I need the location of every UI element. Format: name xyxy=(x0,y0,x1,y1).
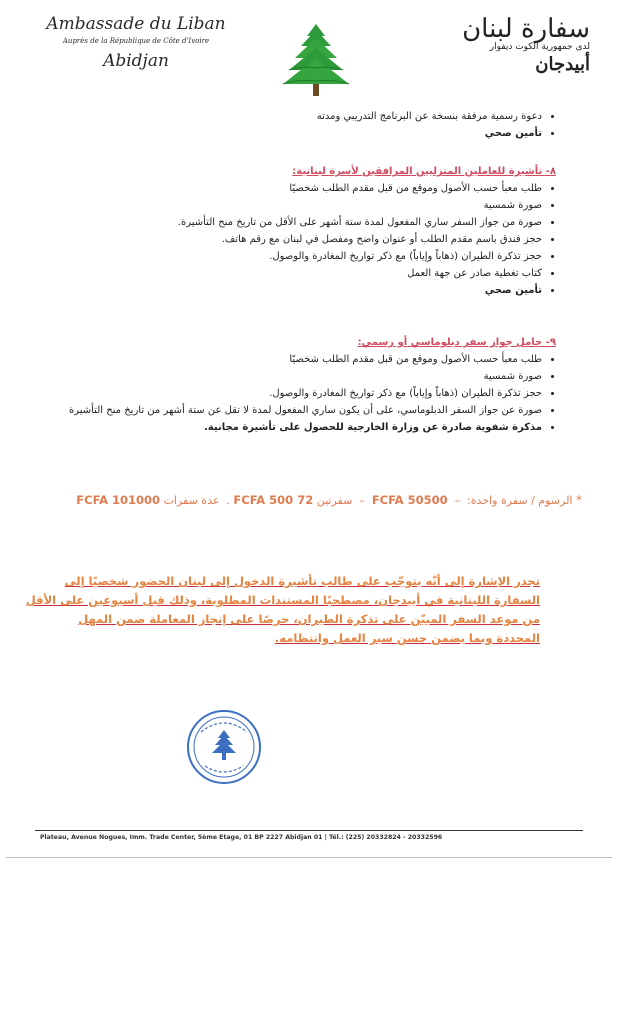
list-item: • حجز تذكرة الطيران (ذهاباً وإياباً) مع ذكر تواريخ المغادرة والوصول. xyxy=(56,385,542,402)
list-item: • حجز تذكرة الطيران (ذهاباً وإياباً) مع ذكر تواريخ المغادرة والوصول. xyxy=(56,248,542,265)
section-9 xyxy=(56,334,556,436)
embassy-name-arabic xyxy=(400,14,590,75)
list-item: • صورة من جواز السفر ساري المفعول لمدة ستة أشهر على الأقل من تاريخ منح التأشيرة. xyxy=(56,214,542,231)
notice-line1: تجدر الإشارة إلى أنّه يتوجّب على طالب تأشيرة الدخول إلى لبنان الحضور شخصيًا إلى xyxy=(64,574,540,588)
header-right-line2: لدى جمهورية الكوت ديفوار xyxy=(489,42,590,52)
list-item: • دعوة رسمية مرفقة بنسخة عن البرنامج التدريبي ومدته xyxy=(56,108,542,125)
cedar-tree-icon xyxy=(281,22,351,100)
list-item: • تأمين صحي xyxy=(56,282,542,299)
list-item: • حجز فندق باسم مقدم الطلب أو عنوان واضح ومفصل في لبنان مع رقم هاتف. xyxy=(56,231,542,248)
notice-line2: السفارة اللبنانية في أبيدجان، مصطحبًا المستندات المطلوبة، وذلك قبل أسبوعين على الأقل xyxy=(25,593,540,607)
list-item: • صورة عن جواز السفر الدبلوماسي، على أن يكون ساري المفعول لمدة لا تقل عن ستة أشهر من تاريخ منح التأشيرة xyxy=(56,402,542,419)
footer-address: Plateau, Avenue Nogues, Imm. Trade Center, 5ème Etage, 01 BP 2227 Abidjan 01 | Tél.: (225) 20332824 - 20332596 xyxy=(40,834,443,841)
section-8-title: ٨- تأشيرة للعاملين المنزليين المرافقين لأسرة لبنانية: xyxy=(292,166,556,177)
header-left-line2: Auprès de la République de Côte d'Ivoire xyxy=(62,37,210,45)
list-item: • صورة شمسية xyxy=(56,197,542,214)
fees-two-label: سفرتين xyxy=(316,494,353,507)
list-item: • كتاب تغطية صادر عن جهة العمل xyxy=(56,265,542,282)
top-items xyxy=(56,108,556,142)
embassy-name-french xyxy=(36,14,236,71)
fees-label: الرسوم / سفرة واحدة: xyxy=(467,494,573,507)
fees-two: 72 500 FCFA xyxy=(233,493,314,507)
list-item: • طلب معبأ حسب الأصول وموقع من قبل مقدم الطلب شخصيًا xyxy=(56,180,542,197)
section-9-title: ٩- حامل جواز سفر دبلوماسي أو رسمي: xyxy=(357,337,556,348)
header-right-line3: أبيدجان xyxy=(535,54,590,75)
fees-multi-label: عدة سفرات xyxy=(163,494,220,507)
notice-line3: من موعد السفر المبيّن على تذكرة الطيران، حرصًا على إنجاز المعاملة ضمن المهل xyxy=(78,612,540,626)
fees-star: * xyxy=(576,493,582,507)
notice-line4: المحددة وبما يضمن حسن سير العمل وانتظامه. xyxy=(274,631,540,645)
embassy-stamp-icon xyxy=(185,708,263,786)
list-item: • تأمين صحي xyxy=(56,125,542,142)
header-right-line1: سفارة لبنان xyxy=(462,14,590,44)
list-item: • طلب معبأ حسب الأصول وموقع من قبل مقدم الطلب شخصيًا xyxy=(56,351,542,368)
page-edge xyxy=(6,857,612,858)
notice-paragraph xyxy=(22,572,540,648)
footer-divider xyxy=(35,830,583,831)
header-left-line1: Ambassade du Liban xyxy=(46,14,226,34)
fees-line: * الرسوم / سفرة واحدة: – 50500 FCFA – سفرتين 72 500 FCFA . عدة سفرات 101000 FCFA xyxy=(76,493,582,507)
header-left-line3: Abidjan xyxy=(103,51,169,71)
fees-one: 50500 FCFA xyxy=(371,493,448,507)
fees-multi: 101000 FCFA xyxy=(76,493,161,507)
list-item: • مذكرة شفوية صادرة عن وزارة الخارجية للحصول على تأشيرة مجانية. xyxy=(56,419,542,436)
list-item: • صورة شمسية xyxy=(56,368,542,385)
section-8 xyxy=(56,163,556,299)
